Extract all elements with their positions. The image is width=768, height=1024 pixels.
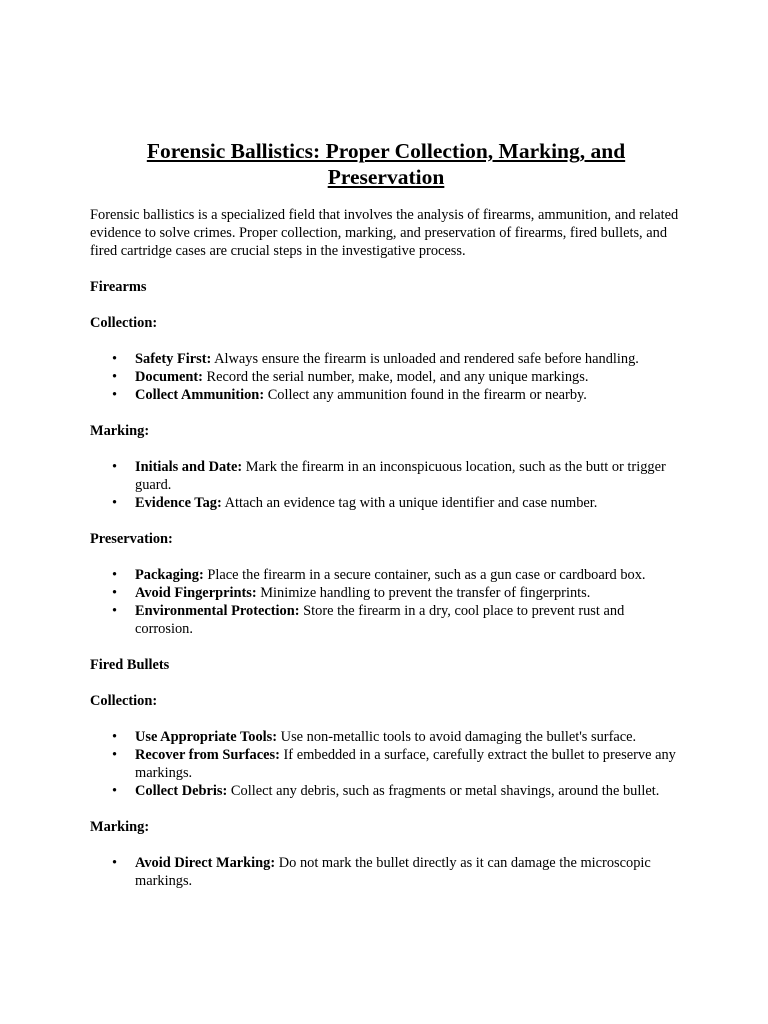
list-item-text: Place the firearm in a secure container, such as a gun case or cardboard box. — [203, 567, 646, 583]
bullet-dot-icon: • — [112, 369, 118, 385]
subheading-firearms-marking: Marking: — [90, 423, 150, 439]
list-item-text: If embedded in a surface, carefully extract the bullet to preserve any markings. — [135, 747, 676, 781]
list-item-term: Avoid Direct Marking: — [135, 855, 276, 871]
list-item-term: Avoid Fingerprints: — [135, 585, 257, 601]
subheading-firearms-preservation: Preservation: — [90, 531, 173, 547]
list-item-term: Evidence Tag: — [135, 495, 222, 511]
list-item — [112, 386, 682, 404]
subheading-bullets-marking: Marking: — [90, 819, 150, 835]
list-item-text: Always ensure the firearm is unloaded and rendered safe before handling. — [211, 351, 639, 367]
list-item — [112, 782, 682, 800]
list-item — [112, 494, 682, 512]
section-heading-firearms: Firearms — [90, 279, 147, 295]
list-item-text: Collect any debris, such as fragments or metal shavings, around the bullet. — [227, 783, 660, 799]
document-page — [90, 138, 682, 908]
list-item-term: Environmental Protection: — [135, 603, 300, 619]
list-item — [112, 566, 682, 584]
bullet-dot-icon: • — [112, 567, 118, 583]
list-item-text: Collect any ammunition found in the firearm or nearby. — [264, 387, 587, 403]
list-item-term: Use Appropriate Tools: — [135, 729, 278, 745]
list-item-text: Attach an evidence tag with a unique identifier and case number. — [221, 495, 598, 511]
list-item — [112, 584, 682, 602]
bullet-dot-icon: • — [112, 855, 118, 871]
list-item-term: Collect Debris: — [135, 783, 228, 799]
document-title: Forensic Ballistics: Proper Collection, Marking, and Preservation — [146, 139, 626, 189]
firearms-collection-list — [90, 350, 682, 404]
firearms-marking-list — [90, 458, 682, 512]
list-item — [112, 458, 682, 494]
intro-paragraph: Forensic ballistics is a specialized field that involves the analysis of firearms, ammunition, and related evidence to solve crimes. Proper collection, marking, and preservation of firearms, fired bullets, and fired cartridge cases are crucial steps in the investigative process. — [90, 207, 679, 259]
list-item-text: Mark the firearm in an inconspicuous location, such as the butt or trigger guard. — [135, 459, 666, 493]
bullet-dot-icon: • — [112, 495, 118, 511]
subheading-firearms-collection: Collection: — [90, 315, 158, 331]
list-item — [112, 728, 682, 746]
bullet-dot-icon: • — [112, 603, 118, 619]
list-item — [112, 602, 682, 638]
bullet-dot-icon: • — [112, 351, 118, 367]
list-item-term: Packaging: — [135, 567, 204, 583]
list-item — [112, 350, 682, 368]
list-item — [112, 854, 682, 890]
list-item-text: Record the serial number, make, model, and any unique markings. — [202, 369, 589, 385]
list-item-text: Use non-metallic tools to avoid damaging the bullet's surface. — [277, 729, 637, 745]
list-item-term: Safety First: — [135, 351, 212, 367]
list-item-text: Store the firearm in a dry, cool place to prevent rust and corrosion. — [135, 603, 625, 637]
list-item — [112, 368, 682, 386]
bullet-dot-icon: • — [112, 729, 118, 745]
list-item-term: Document: — [135, 369, 203, 385]
section-heading-fired-bullets: Fired Bullets — [90, 657, 170, 673]
list-item-text: Do not mark the bullet directly as it can damage the microscopic markings. — [135, 855, 651, 889]
list-item — [112, 746, 682, 782]
bullet-dot-icon: • — [112, 747, 118, 763]
list-item-term: Collect Ammunition: — [135, 387, 265, 403]
bullet-dot-icon: • — [112, 459, 118, 475]
bullet-dot-icon: • — [112, 783, 118, 799]
bullets-marking-list — [90, 854, 682, 890]
bullet-dot-icon: • — [112, 585, 118, 601]
subheading-bullets-collection: Collection: — [90, 693, 158, 709]
bullets-collection-list — [90, 728, 682, 800]
list-item-text: Minimize handling to prevent the transfer of fingerprints. — [256, 585, 591, 601]
list-item-term: Initials and Date: — [135, 459, 243, 475]
firearms-preservation-list — [90, 566, 682, 638]
list-item-term: Recover from Surfaces: — [135, 747, 280, 763]
bullet-dot-icon: • — [112, 387, 118, 403]
